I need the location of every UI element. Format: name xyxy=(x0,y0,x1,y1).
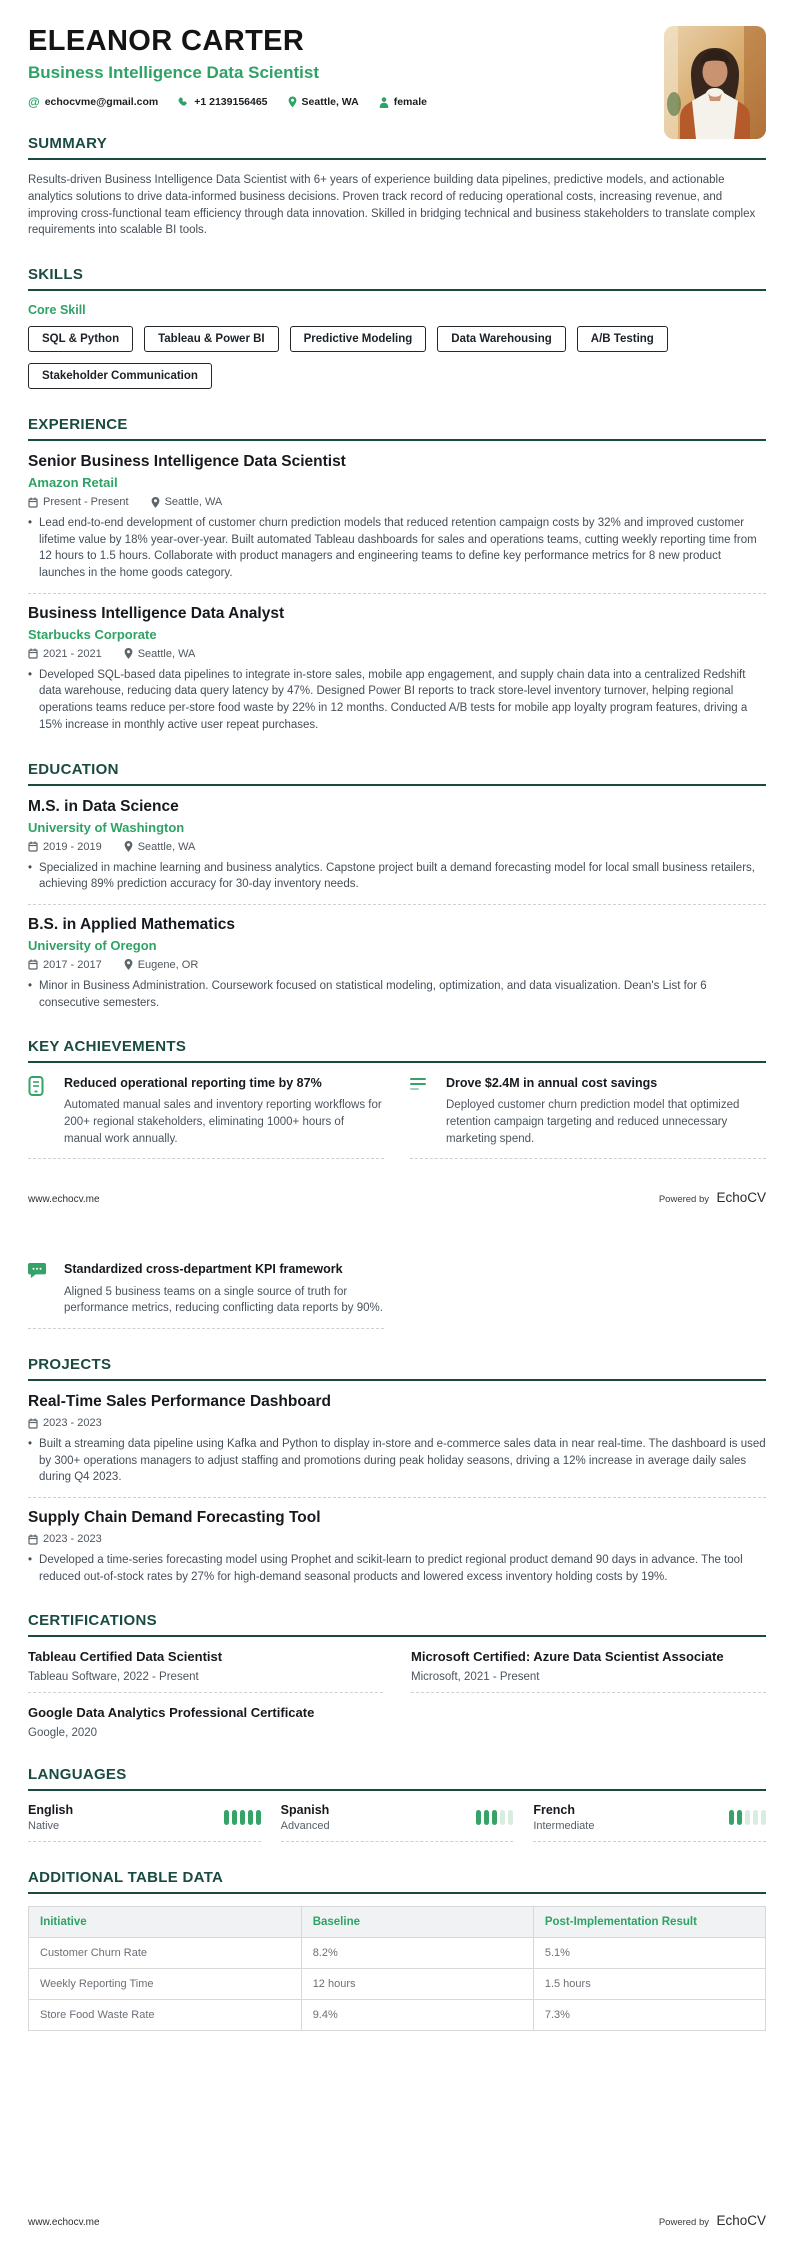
entry-location xyxy=(151,496,223,508)
skill-chip: SQL & Python xyxy=(28,326,133,352)
skills-group-label: Core Skill xyxy=(28,303,86,318)
proficiency-bar-filled xyxy=(248,1810,253,1825)
skill-chip: Stakeholder Communication xyxy=(28,363,212,389)
project-title: Supply Chain Demand Forecasting Tool xyxy=(28,1509,321,1527)
entry-title: B.S. in Applied Mathematics xyxy=(28,915,235,933)
experience-list xyxy=(28,453,766,733)
phone-icon xyxy=(178,97,189,108)
language-entry xyxy=(28,1803,261,1842)
entry-title: Senior Business Intelligence Data Scientist xyxy=(28,453,346,471)
proficiency-bar-filled xyxy=(492,1810,497,1825)
metrics-table xyxy=(28,1906,766,2031)
entry-meta xyxy=(28,496,766,508)
powered-by xyxy=(659,1189,766,1207)
entry-meta xyxy=(28,841,766,853)
location-pin-icon xyxy=(124,648,133,659)
entry-organization: University of Washington xyxy=(28,819,185,835)
resume-entry xyxy=(28,916,766,1011)
achievement-title: Drove $2.4M in annual cost savings xyxy=(446,1076,658,1091)
certification-entry xyxy=(28,1705,383,1739)
candidate-name: ELEANOR CARTER xyxy=(28,25,305,57)
project-title: Real-Time Sales Performance Dashboard xyxy=(28,1393,331,1411)
contact-gender-text: female xyxy=(393,96,427,109)
table-cell: Customer Churn Rate xyxy=(29,1938,302,1969)
calendar-icon xyxy=(28,648,38,659)
skill-chip: A/B Testing xyxy=(577,326,668,352)
achievement-card xyxy=(28,1075,384,1159)
table-cell: 5.1% xyxy=(533,1938,765,1969)
powered-by xyxy=(659,2212,766,2230)
calendar-icon xyxy=(28,841,38,852)
experience-section xyxy=(28,416,766,733)
entry-location-text: Seattle, WA xyxy=(137,840,196,853)
table-header-row xyxy=(29,1907,766,1938)
project-dates-text: 2023 - 2023 xyxy=(43,1417,102,1430)
additional-table-heading: ADDITIONAL TABLE DATA xyxy=(28,1869,766,1894)
education-list xyxy=(28,798,766,1012)
proficiency-bar-empty xyxy=(508,1810,513,1825)
page2-footer xyxy=(28,2212,766,2236)
resume-entry xyxy=(28,453,766,594)
contact-location xyxy=(288,96,359,108)
entry-dates xyxy=(28,496,129,508)
certification-title: Google Data Analytics Professional Certificate xyxy=(28,1705,315,1721)
table-header-baseline: Baseline xyxy=(301,1907,533,1938)
education-section xyxy=(28,761,766,1012)
project-bullet-text: • Developed a time-series forecasting model using Prophet and scikit-learn to predict regional product demand 90 days in advance. The tool reduced out-of-stock rates by 27% for high-demand seasonal products and lowered excess inventory holding costs by 19%. xyxy=(39,1554,743,1583)
entry-meta xyxy=(28,648,766,660)
summary-heading: SUMMARY xyxy=(28,135,766,160)
proficiency-bar-filled xyxy=(484,1810,489,1825)
achievements-grid-row1 xyxy=(28,1075,766,1159)
skill-chip: Tableau & Power BI xyxy=(144,326,279,352)
proficiency-bar-filled xyxy=(224,1810,229,1825)
language-name: English xyxy=(28,1803,74,1818)
proficiency-bar-filled xyxy=(256,1810,261,1825)
entry-bullet-text: • Lead end-to-end development of customer churn prediction models that reduced retention campaign costs by 32% and improved customer lifetime value by 18% year-over-year. Built automated Tableau dashboards for sales and operations teams, cutting weekly reporting time from 12 hours to 1.5 hours. Collaborate with product managers and engineering teams to define key performance metrics for 8 new product launches in the home goods category. xyxy=(39,517,757,580)
language-level: Advanced xyxy=(280,1820,330,1833)
achievement-title: Reduced operational reporting time by 87% xyxy=(64,1076,322,1091)
at-icon: @ xyxy=(28,95,40,110)
location-pin-icon xyxy=(151,497,160,508)
entry-organization: University of Oregon xyxy=(28,937,157,953)
entry-location xyxy=(124,841,196,853)
person-icon xyxy=(379,97,389,108)
language-proficiency-bars xyxy=(224,1810,261,1825)
languages-section xyxy=(28,1766,766,1842)
powered-by-text: Powered by xyxy=(658,1194,710,1206)
language-level: Intermediate xyxy=(533,1820,595,1833)
location-pin-icon xyxy=(124,959,133,970)
entry-dates xyxy=(28,648,102,660)
contact-email-text: echocvme@gmail.com xyxy=(44,96,159,109)
achievements-section xyxy=(28,1038,766,1159)
certification-issuer: Microsoft, 2021 - Present xyxy=(411,1671,540,1684)
proficiency-bar-filled xyxy=(476,1810,481,1825)
entry-dates xyxy=(28,841,102,853)
certification-issuer: Google, 2020 xyxy=(28,1727,98,1740)
achievements-heading: KEY ACHIEVEMENTS xyxy=(28,1038,766,1063)
echocv-brand-link[interactable]: EchoCV xyxy=(716,2213,766,2228)
proficiency-bar-filled xyxy=(240,1810,245,1825)
certification-title: Tableau Certified Data Scientist xyxy=(28,1649,223,1665)
proficiency-bar-empty xyxy=(745,1810,750,1825)
contact-location-text: Seattle, WA xyxy=(301,96,359,109)
table-cell: 7.3% xyxy=(533,2000,765,2031)
skills-section xyxy=(28,266,766,389)
achievement-description: Aligned 5 business teams on a single source of truth for performance metrics, reducing conflicting data reports by 90%. xyxy=(64,1285,383,1315)
entry-location xyxy=(124,959,199,971)
proficiency-bar-empty xyxy=(761,1810,766,1825)
calendar-icon xyxy=(28,497,38,508)
calendar-icon xyxy=(28,959,38,970)
proficiency-bar-filled xyxy=(232,1810,237,1825)
project-entry xyxy=(28,1509,766,1585)
entry-dates-text: 2021 - 2021 xyxy=(43,647,102,660)
language-level: Native xyxy=(28,1820,60,1833)
candidate-job-title: Business Intelligence Data Scientist xyxy=(28,63,319,83)
footer-site-link[interactable]: www.echocv.me xyxy=(28,2217,100,2228)
table-header-initiative: Initiative xyxy=(29,1907,302,1938)
contact-row xyxy=(28,96,636,108)
echocv-brand-link[interactable]: EchoCV xyxy=(716,1190,766,1206)
projects-list xyxy=(28,1393,766,1585)
language-proficiency-bars xyxy=(729,1810,766,1825)
achievements-grid-row2 xyxy=(28,1261,766,1329)
project-dates xyxy=(28,1417,102,1429)
contact-phone-text: +1 2139156465 xyxy=(194,96,268,109)
certifications-section xyxy=(28,1612,766,1739)
project-entry xyxy=(28,1393,766,1498)
summary-section xyxy=(28,135,766,239)
summary-lines-icon xyxy=(410,1076,428,1097)
entry-dates-text: Present - Present xyxy=(43,496,129,509)
language-entry xyxy=(533,1803,766,1842)
proficiency-bar-filled xyxy=(737,1810,742,1825)
project-meta xyxy=(28,1533,766,1545)
resume-entry xyxy=(28,798,766,905)
achievement-title: Standardized cross-department KPI framework xyxy=(64,1262,343,1277)
footer-site-link[interactable]: www.echocv.me xyxy=(28,1194,100,1206)
proficiency-bar-empty xyxy=(753,1810,758,1825)
proficiency-bar-empty xyxy=(500,1810,505,1825)
entry-dates xyxy=(28,959,102,971)
project-bullet-text: • Built a streaming data pipeline using Kafka and Python to display in-store and e-commerce sales data in near real-time. The dashboard is used by 300+ operations managers to adjust staffing and promotions during peak holiday seasons, driving a 12% increase in average daily sales during Q4 2023. xyxy=(39,1438,766,1484)
skills-chip-list xyxy=(28,326,766,389)
entry-location-text: Eugene, OR xyxy=(137,958,199,971)
achievement-card xyxy=(410,1075,766,1159)
project-dates-text: 2023 - 2023 xyxy=(43,1533,102,1546)
experience-heading: EXPERIENCE xyxy=(28,416,766,441)
entry-organization: Starbucks Corporate xyxy=(28,626,157,642)
achievement-description: Automated manual sales and inventory reporting workflows for 200+ regional stakeholders, eliminating 1000+ hours of manual work annually. xyxy=(64,1099,382,1145)
languages-grid xyxy=(28,1803,766,1842)
certification-title: Microsoft Certified: Azure Data Scientist Associate xyxy=(411,1649,724,1665)
language-proficiency-bars xyxy=(476,1810,513,1825)
skills-heading: SKILLS xyxy=(28,266,766,291)
resume-entry xyxy=(28,605,766,734)
certification-entry xyxy=(411,1649,766,1693)
table-cell: 8.2% xyxy=(301,1938,533,1969)
proficiency-bar-filled xyxy=(729,1810,734,1825)
languages-heading: LANGUAGES xyxy=(28,1766,766,1791)
location-pin-icon xyxy=(288,96,297,108)
table-row xyxy=(29,1938,766,1969)
entry-title: M.S. in Data Science xyxy=(28,797,179,815)
projects-section xyxy=(28,1356,766,1585)
project-meta xyxy=(28,1417,766,1429)
mobile-report-icon xyxy=(28,1076,44,1101)
profile-photo xyxy=(664,26,766,139)
achievement-description: Deployed customer churn prediction model that optimized retention campaign targeting and reduced unnecessary marketing spend. xyxy=(446,1099,740,1145)
entry-location-text: Seattle, WA xyxy=(137,647,196,660)
entry-location-text: Seattle, WA xyxy=(164,496,223,509)
entry-bullet-text: • Developed SQL-based data pipelines to integrate in-store sales, mobile app engagement, and supply chain data into a centralized Redshift data warehouse, reducing data query latency by 47%. Designed Power BI reports to track store-level inventory turnover, helping regional operations teams reduce per-store food waste by 22% in 12 months. Conducted A/B tests for mobile app loyalty program features, driving a 15% increase in monthly active user repeat purchases. xyxy=(39,668,748,731)
entry-dates-text: 2019 - 2019 xyxy=(43,840,102,853)
entry-location xyxy=(124,648,196,660)
certification-issuer: Tableau Software, 2022 - Present xyxy=(28,1671,199,1684)
chat-bubble-icon xyxy=(28,1262,47,1285)
entry-bullet-text: • Minor in Business Administration. Coursework focused on statistical modeling, optimization, and data visualization. Dean's List for 6 consecutive semesters. xyxy=(39,979,707,1009)
contact-gender xyxy=(379,96,427,108)
skill-chip: Data Warehousing xyxy=(437,326,566,352)
table-cell: Store Food Waste Rate xyxy=(29,2000,302,2031)
skill-chip: Predictive Modeling xyxy=(290,326,427,352)
calendar-icon xyxy=(28,1534,38,1545)
additional-table-section xyxy=(28,1869,766,2031)
project-dates xyxy=(28,1533,102,1545)
table-header-result: Post-Implementation Result xyxy=(533,1907,765,1938)
summary-text: Results-driven Business Intelligence Data Scientist with 6+ years of experience building data pipelines, predictive models, and actionable analytics solutions to drive data-informed business decisions. Proven track record of reducing operational costs, increasing revenue, and improving cross-functional team efficiency through data innovation. Skilled in bridging technical and business stakeholders to translate complex requirements into scalable BI tools. xyxy=(28,174,756,237)
entry-organization: Amazon Retail xyxy=(28,475,118,491)
entry-title: Business Intelligence Data Analyst xyxy=(28,604,285,622)
powered-by-text: Powered by xyxy=(658,2217,710,2228)
entry-meta xyxy=(28,959,766,971)
page1-footer xyxy=(28,1189,766,1207)
table-cell: 12 hours xyxy=(301,1969,533,2000)
table-cell: 1.5 hours xyxy=(533,1969,765,2000)
calendar-icon xyxy=(28,1418,38,1429)
language-entry xyxy=(281,1803,514,1842)
table-body xyxy=(29,1938,766,2031)
education-heading: EDUCATION xyxy=(28,761,766,786)
certifications-heading: CERTIFICATIONS xyxy=(28,1612,766,1637)
table-row xyxy=(29,2000,766,2031)
location-pin-icon xyxy=(124,841,133,852)
entry-bullet-text: • Specialized in machine learning and business analytics. Capstone project built a demand forecasting model for local small business retailers, achieving 89% prediction accuracy for 30-day inventory needs. xyxy=(39,861,755,891)
contact-phone[interactable] xyxy=(178,96,267,108)
table-cell: 9.4% xyxy=(301,2000,533,2031)
language-name: French xyxy=(533,1803,576,1818)
table-cell: Weekly Reporting Time xyxy=(29,1969,302,2000)
certification-entry xyxy=(28,1649,383,1693)
achievement-card xyxy=(28,1261,384,1329)
contact-email[interactable] xyxy=(28,96,158,108)
entry-dates-text: 2017 - 2017 xyxy=(43,958,102,971)
resume-header xyxy=(28,26,766,108)
certifications-grid xyxy=(28,1649,766,1739)
projects-heading: PROJECTS xyxy=(28,1356,766,1381)
table-row xyxy=(29,1969,766,2000)
language-name: Spanish xyxy=(280,1803,330,1818)
